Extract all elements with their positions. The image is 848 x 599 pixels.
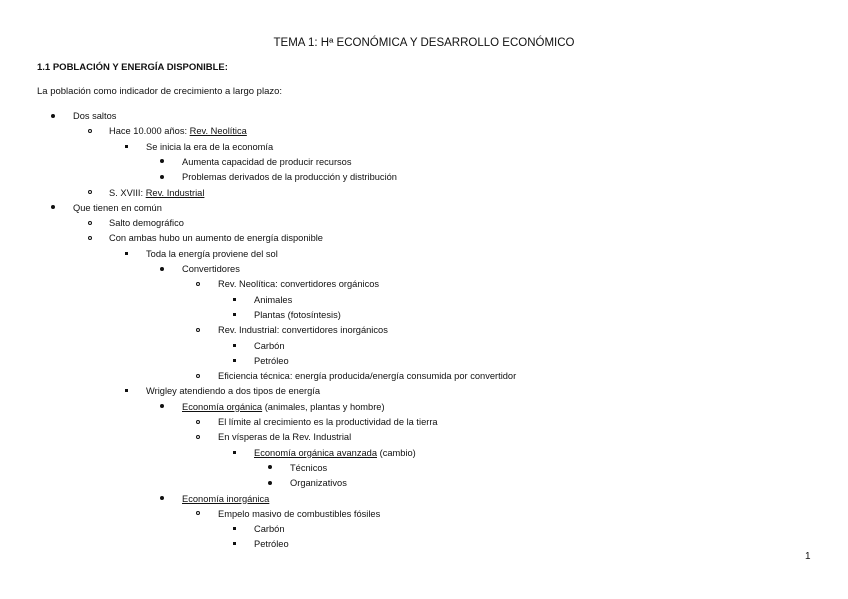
underlined-term: Economía orgánica avanzada — [254, 447, 378, 458]
disc-bullet-icon — [157, 262, 167, 277]
list-item-text — [254, 339, 285, 354]
list-item-text — [109, 124, 247, 139]
list-item-text — [146, 140, 273, 155]
disc-bullet-icon — [48, 201, 58, 216]
list-item-text — [254, 308, 341, 323]
item-text: El límite al crecimiento es la productividad de la tierra — [218, 417, 438, 427]
circle-bullet-icon — [193, 323, 203, 338]
circle-bullet-icon — [85, 124, 95, 139]
circle-bullet-icon — [85, 231, 95, 246]
item-text: Carbón — [254, 340, 285, 351]
list-item-text — [290, 461, 327, 476]
square-bullet-icon — [121, 140, 131, 155]
item-text: En vísperas de la Rev. Industrial — [218, 432, 352, 443]
list-item-text — [218, 323, 388, 338]
item-text: Hace 10.000 años: — [109, 126, 190, 137]
disc-bullet-icon — [48, 109, 58, 124]
item-text: Eficiencia técnica: energía producida/energía consumida por convertidor — [218, 371, 517, 382]
item-text: Plantas (fotosíntesis) — [254, 309, 341, 320]
item-text: Dos saltos — [73, 111, 117, 121]
list-item-text — [109, 231, 323, 246]
list-item-text — [73, 109, 116, 124]
item-text: Rev. Industrial: convertidores inorgánicos — [218, 325, 388, 336]
list-item-text — [182, 492, 269, 507]
item-text: (cambio) — [377, 447, 416, 458]
item-text: Salto demográfico — [109, 218, 184, 229]
item-text: Animales — [254, 294, 293, 305]
circle-bullet-icon — [193, 369, 203, 384]
item-text: S. XVIII: — [109, 187, 146, 198]
circle-bullet-icon — [193, 415, 203, 430]
list-item-text — [146, 384, 320, 399]
item-text: Aumenta capacidad de producir recursos — [182, 156, 352, 167]
item-text: Toda la energía proviene del sol — [146, 248, 278, 259]
item-text: Técnicos — [290, 462, 328, 473]
item-text: Rev. Neolítica: convertidores orgánicos — [218, 279, 380, 290]
list-item-text — [182, 155, 352, 170]
square-bullet-icon — [229, 339, 239, 354]
item-text: Organizativos — [290, 478, 347, 489]
square-bullet-icon — [121, 384, 131, 399]
item-text: Wrigley atendiendo a dos tipos de energía — [146, 386, 321, 397]
item-text: Carbón — [254, 524, 285, 535]
list-item-text — [254, 522, 285, 537]
item-text: Petróleo — [254, 355, 289, 366]
disc-bullet-icon — [157, 492, 167, 507]
circle-bullet-icon — [85, 216, 95, 231]
list-item-text — [254, 537, 289, 552]
disc-bullet-icon — [265, 476, 275, 491]
list-item-text — [182, 400, 385, 415]
list-item-text — [218, 369, 516, 384]
document-title: TEMA 1: Hª ECONÓMICA Y DESARROLLO ECONÓMICO — [273, 37, 575, 49]
list-item-text — [218, 430, 351, 445]
section-heading: 1.1 POBLACIÓN Y ENERGÍA DISPONIBLE: — [37, 62, 228, 73]
list-item-text — [218, 507, 380, 522]
circle-bullet-icon — [193, 277, 203, 292]
list-item-text — [146, 247, 278, 262]
list-item-text — [73, 201, 162, 216]
item-text: Que tienen en común — [73, 202, 162, 213]
underlined-term: Economía orgánica — [182, 401, 263, 412]
square-bullet-icon — [229, 293, 239, 308]
square-bullet-icon — [229, 446, 239, 461]
square-bullet-icon — [229, 354, 239, 369]
intro-paragraph: La población como indicador de crecimiento a largo plazo: — [37, 86, 283, 97]
list-item-text — [218, 415, 438, 430]
circle-bullet-icon — [193, 507, 203, 522]
underlined-term: Economía inorgánica — [182, 493, 270, 504]
square-bullet-icon — [229, 522, 239, 537]
disc-bullet-icon — [157, 400, 167, 415]
item-text: Con ambas hubo un aumento de energía disponible — [109, 233, 323, 244]
page-number: 1 — [805, 551, 811, 562]
disc-bullet-icon — [157, 170, 167, 185]
item-text: Petróleo — [254, 539, 289, 550]
list-item-text — [182, 262, 240, 277]
item-text: Convertidores — [182, 264, 240, 274]
item-text: Problemas derivados de la producción y distribución — [182, 172, 397, 183]
list-item-text — [109, 216, 184, 231]
item-text: Empelo masivo de combustibles fósiles — [218, 508, 381, 519]
disc-bullet-icon — [265, 461, 275, 476]
underlined-term: Rev. Neolítica — [189, 126, 247, 137]
underlined-term: Rev. Industrial — [145, 187, 205, 198]
item-text: (animales, plantas y hombre) — [262, 401, 385, 412]
list-item-text — [290, 476, 347, 491]
list-item-text — [109, 186, 204, 201]
item-text: Se inicia la era de la economía — [146, 141, 274, 152]
square-bullet-icon — [229, 537, 239, 552]
list-item-text — [182, 170, 397, 185]
list-item-text — [254, 293, 292, 308]
square-bullet-icon — [229, 308, 239, 323]
circle-bullet-icon — [85, 186, 95, 201]
disc-bullet-icon — [157, 155, 167, 170]
square-bullet-icon — [121, 247, 131, 262]
list-item-text — [254, 446, 416, 461]
list-item-text — [218, 277, 379, 292]
list-item-text — [254, 354, 289, 369]
circle-bullet-icon — [193, 430, 203, 445]
